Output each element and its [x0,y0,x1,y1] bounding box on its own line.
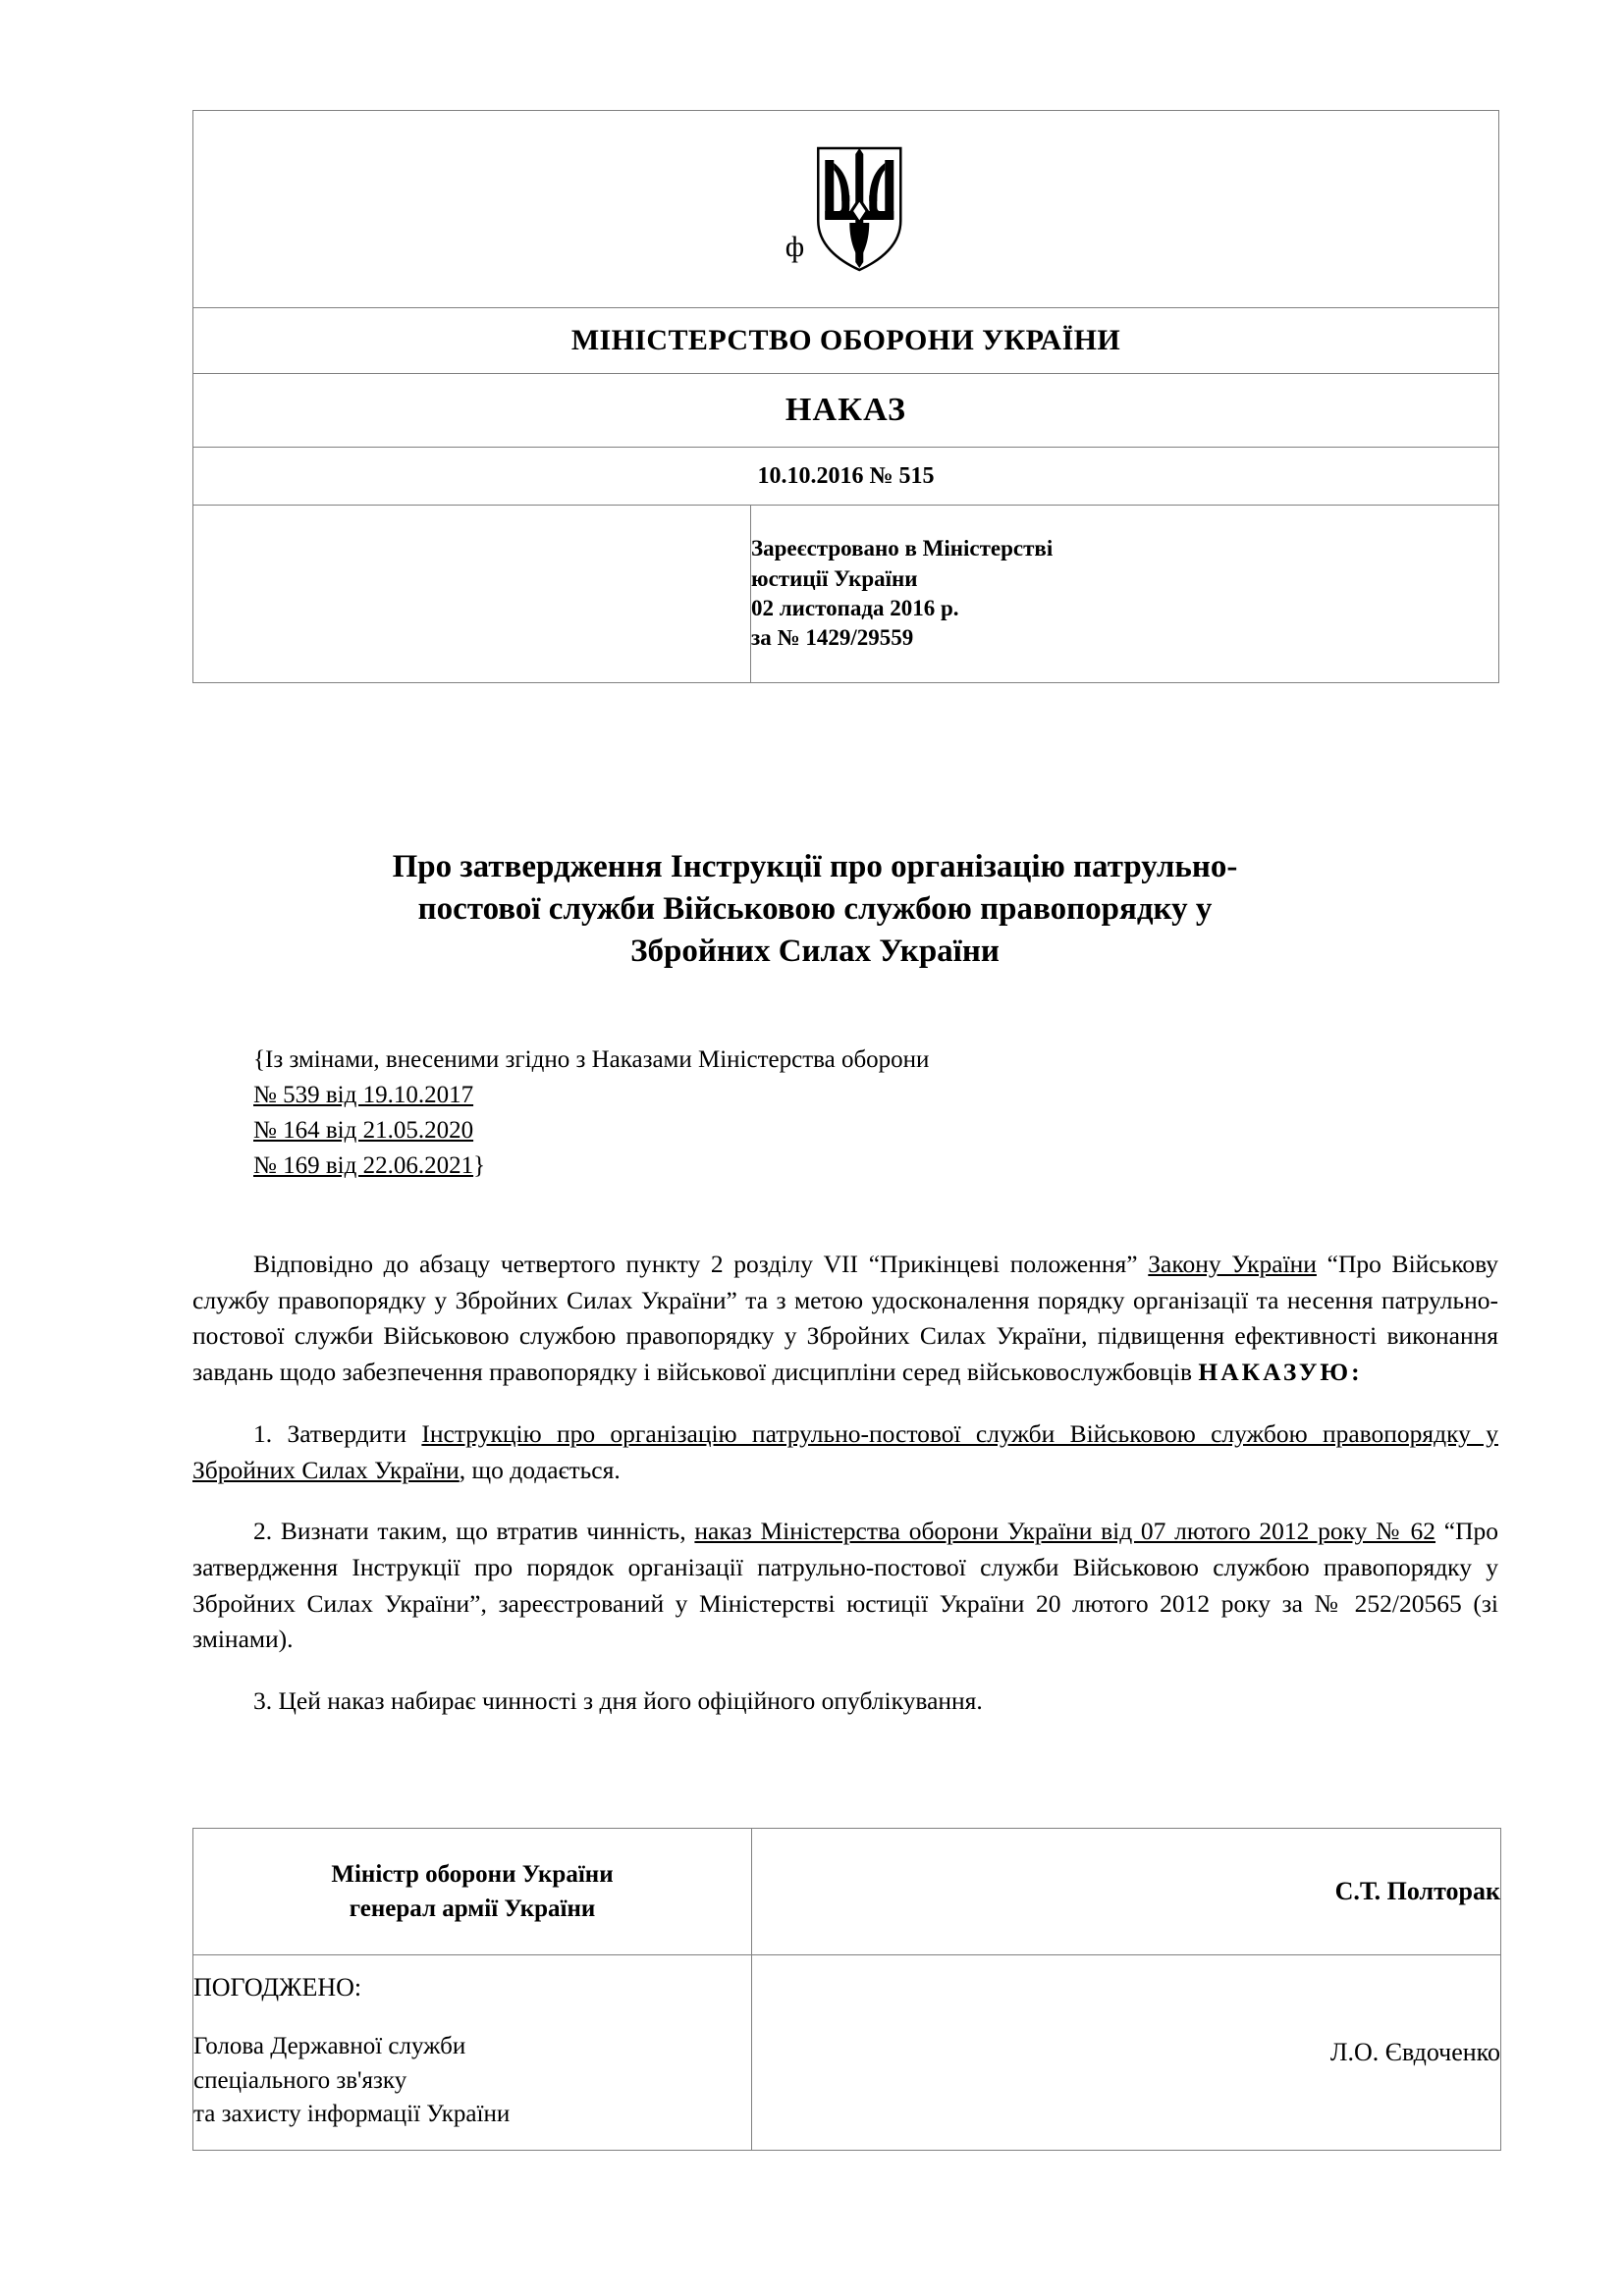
document-header-table [192,110,1499,683]
approval-row [193,1955,1501,2151]
preamble-paragraph [192,1247,1498,1391]
registration-line-4: за № 1429/29559 [751,625,914,651]
ministry-name: МІНІСТЕРСТВО ОБОРОНИ УКРАЇНИ [570,324,1121,356]
order-word-row [193,374,1499,448]
amendment-item[interactable] [253,1078,1422,1113]
document-title [236,846,1394,973]
approver-role-line-1: Голова Державної служби [193,2033,466,2060]
nakazuyu-emphasis: НАКАЗУЮ: [1198,1358,1363,1387]
ministry-cell [193,308,1499,374]
previous-order-link[interactable]: наказ Міністерства оборони України від 07 лютого 2012 року № 62 [694,1517,1436,1546]
document-title-line-1: Про затвердження Інструкції про організацію патрульно- [392,849,1238,884]
approved-heading: ПОГОДЖЕНО: [193,1973,362,2002]
document-title-line-2: постової служби Військовою службою правопорядку у [417,890,1213,927]
amendment-link-3[interactable]: № 169 від 22.06.2021 [253,1152,474,1179]
order-item-2 [192,1514,1498,1658]
item-2-text-2: “Про затвердження Інструкції про порядок організації патрульно-постової служби Військовою службою правопорядку у Збройних Силах України”, зареєстрований у Міністерстві юстиції України 20 лютого 2012 року за № 252/20565 (зі змінами). [192,1517,1498,1654]
approver-name-cell [752,1955,1501,2151]
amendments-intro: {Із змінами, внесеними згідно з Наказами Міністерства оборони [253,1046,930,1073]
item-1-number: 1. [253,1418,273,1448]
amendments-closing-brace: } [473,1152,486,1179]
order-word-cell [193,374,1499,448]
order-word: НАКАЗ [785,392,907,428]
approver-role-cell [193,1955,752,2151]
date-number-cell [193,448,1499,506]
item-3-text-1: Цей наказ набирає чинності з дня його офіційного опублікування. [272,1686,983,1716]
amendments-block [253,1042,1422,1184]
item-2-number: 2. [253,1517,273,1546]
item-3-number: 3. [253,1686,273,1716]
instruction-link[interactable]: Інструкцію про організацію патрульно-постової служби Військовою службою правопорядку у Збройних Силах України [192,1418,1498,1484]
document-body [192,1247,1498,1720]
registration-row [193,506,1499,683]
approver-role-line-2: спеціального зв'язку [193,2066,407,2094]
registration-line-1: Зареєстровано в Міністерстві [751,536,1054,561]
minister-role-line-2: генерал армії України [349,1896,596,1922]
amendment-link-2[interactable]: № 164 від 21.05.2020 [253,1117,474,1144]
amendment-item[interactable] [253,1113,1422,1148]
ukraine-trident-coat-of-arms-icon [812,146,906,272]
phi-mark: ф [785,231,805,263]
order-item-1 [192,1416,1498,1488]
minister-name: С.Т. Полторак [1334,1877,1500,1905]
approver-role-line-3: та захисту інформації України [193,2101,511,2128]
minister-role-line-1: Міністр оборони України [331,1860,614,1888]
item-1-text-1: Затвердити [272,1418,422,1448]
amendment-link-1[interactable]: № 539 від 19.10.2017 [253,1082,474,1108]
amendment-item[interactable] [253,1148,1422,1184]
minister-role-cell [193,1829,752,1955]
registration-line-2: юстиції України [751,565,918,591]
approver-name: Л.О. Євдоченко [1329,2038,1500,2066]
registration-cell [751,506,1499,683]
item-2-text-1: Визнати таким, що втратив чинність, [272,1517,695,1546]
registration-empty-cell [193,506,751,683]
minister-name-cell [752,1829,1501,1955]
signature-table [192,1828,1501,2151]
law-of-ukraine-link[interactable]: Закону України [1148,1250,1317,1278]
preamble-text-1: Відповідно до абзацу четвертого пункту 2 розділу VII “Прикінцеві положення” [253,1250,1149,1278]
preamble-text-2: “Про Військову службу правопорядку у Збройних Силах України” та з метою удосконалення порядку організації та несення патрульно-постової служби Військовою службою правопорядку у Збройних Силах України, підвищення ефективності виконання завдань щодо забезпечення правопорядку і військової дисципліни серед військовослужбовців [192,1250,1499,1387]
emblem-cell [193,111,1499,308]
item-1-text-2: , що додається. [459,1455,621,1484]
date-row [193,448,1499,506]
document-title-line-3: Збройних Силах України [630,933,1000,969]
order-date-number: 10.10.2016 № 515 [757,462,935,489]
ministry-row [193,308,1499,374]
minister-signature-row [193,1829,1501,1955]
registration-line-3: 02 листопада 2016 р. [751,596,959,620]
emblem-row [193,111,1499,308]
order-item-3 [192,1683,1498,1720]
